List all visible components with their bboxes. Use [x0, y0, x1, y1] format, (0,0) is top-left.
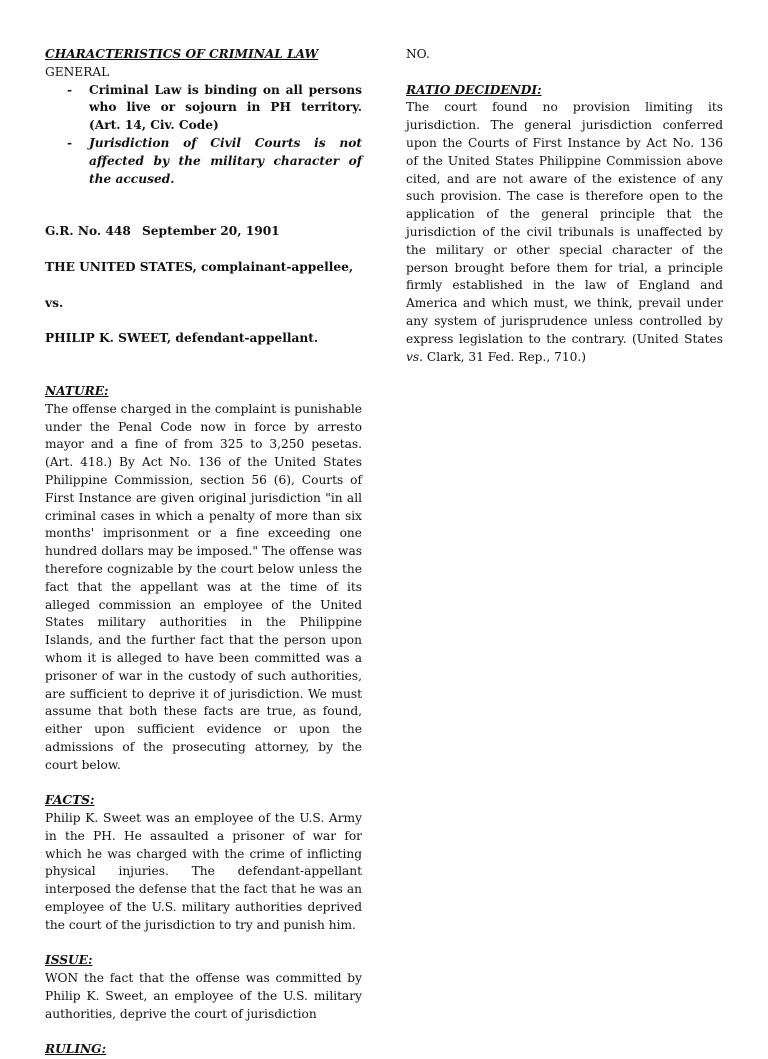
- left-column: [45, 46, 362, 1059]
- characteristics-list: [45, 82, 362, 189]
- general-label: GENERAL: [45, 64, 110, 79]
- nature-text: The offense charged in the complaint is punishable under the Penal Code now in force by arresto mayor and a fine of from 325 to 3,250 pesetas. (Art. 418.) By Act No. 136 of the United States Philippine Commission, section 56 (6), Courts of First Instance are given original jurisdiction "in all criminal cases in which a penalty of more than six months' imprisonment or a fine exceeding one hundred dollars may be imposed." The offense was therefore cognizable by the court below unless the fact that the appellant was at the time of its alleged commission an employee of the United States military authorities in the Philippine Islands, and the further fact that the person upon whom it is alleged to have been committed was a prisoner of war in the custody of such authorities, are sufficient to deprive it of jurisdiction. We must assume that both these facts are true, as found, either upon sufficient evidence or upon the admissions of the prosecuting attorney, by the court below.: [45, 401, 362, 772]
- case-number-line: [45, 223, 362, 241]
- issue-heading: ISSUE:: [45, 953, 93, 968]
- ruling-answer: NO.: [406, 47, 430, 61]
- bullet-dash: -: [67, 82, 73, 97]
- plaintiff: THE UNITED STATES, complainant-appellee,: [45, 259, 354, 274]
- ratio-text-end: Clark, 31 Fed. Rep., 710.): [423, 349, 586, 364]
- facts-text: Philip K. Sweet was an employee of the U.S. Army in the PH. He assaulted a prisoner of war for which he was charged with the crime of inflicting physical injuries. The defendant-appellant interposed the defense that the fact that he was an employee of the U.S. military authorities deprived the court of the jurisdiction to try and punish him.: [45, 811, 362, 932]
- bullet-dash: -: [67, 135, 73, 150]
- list-item: [45, 82, 362, 135]
- ruling-heading: RULING:: [45, 1042, 107, 1057]
- case-date: September 20, 1901: [142, 224, 280, 239]
- facts-heading: FACTS:: [45, 793, 95, 808]
- gr-number: G.R. No. 448: [45, 224, 131, 239]
- issue-text: WON the fact that the offense was committed by Philip K. Sweet, an employee of the U.S. military authorities, deprive the court of jurisdiction: [45, 971, 362, 1021]
- ratio-text: [406, 99, 723, 366]
- section-title: CHARACTERISTICS OF CRIMINAL LAW: [45, 47, 319, 61]
- versus: vs.: [45, 295, 64, 310]
- list-item-text: Criminal Law is binding on all persons who live or sojourn in PH territory. (Art. 14, Civ. Code): [89, 82, 362, 133]
- defendant: PHILIP K. SWEET, defendant-appellant.: [45, 331, 319, 346]
- nature-heading: NATURE:: [45, 383, 109, 398]
- right-column: [406, 46, 723, 366]
- ratio-text-main: The court found no provision limiting its jurisdiction. The general jurisdiction conferred upon the Courts of First Instance by Act No. 136 of the United States Philippine Commission above cited, and are not aware of the existence of any such provision. The case is therefore open to the application of the general principle that the jurisdiction of the civil tribunals is unaffected by the military or other special character of the person brought before them for trial, a principle firmly established in the law of England and America and which must, we think, prevail under any system of jurisprudence unless controlled by express legislation to the contrary. (United States: [406, 100, 723, 346]
- list-item-text: Jurisdiction of Civil Courts is not affected by the military character of the accused.: [89, 135, 362, 186]
- list-item: [45, 135, 362, 188]
- ratio-text-vs: vs.: [406, 349, 424, 364]
- ratio-heading: RATIO DECIDENDI:: [406, 82, 542, 97]
